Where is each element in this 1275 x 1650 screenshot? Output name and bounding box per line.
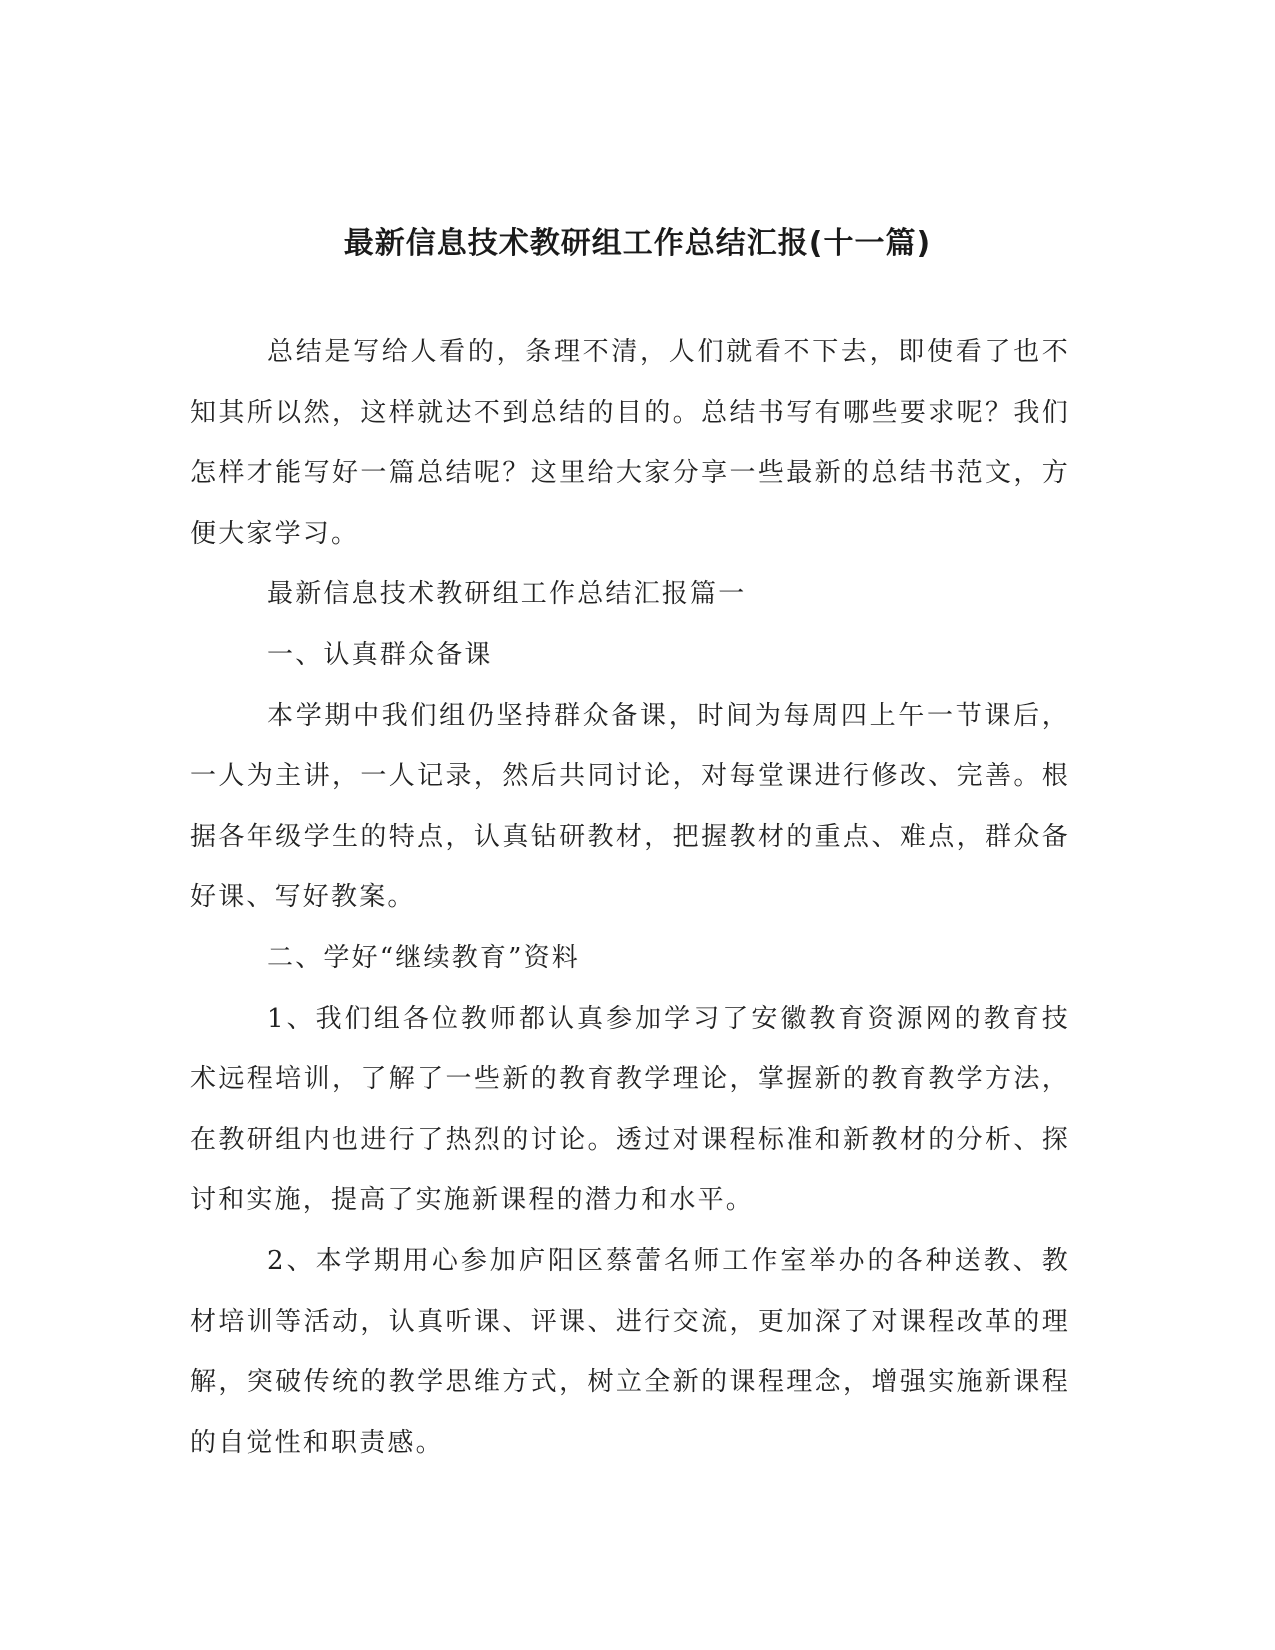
paragraph-subheading-1: 一、认真群众备课 [267, 639, 493, 670]
paragraph-subheading-2: 二、学好“继续教育”资料 [267, 942, 580, 973]
document-title: 最新信息技术教研组工作总结汇报(十一篇) [343, 226, 932, 262]
paragraph-section-heading: 最新信息技术教研组工作总结汇报篇一 [267, 579, 747, 610]
paragraph-intro: 总结是写给人看的，条理不清，人们就看不下去，即使看了也不知其所以然，这样就达不到总结的目的。总结书写有哪些要求呢？我们怎样才能写好一篇总结呢？这里给大家分享一些最新的总结书范文，方便大家学习。 [190, 337, 1070, 549]
paragraph-item-1: 1、我们组各位教师都认真参加学习了安徽教育资源网的教育技术远程培训，了解了一些新的教育教学理论，掌握新的教育教学方法，在教研组内也进行了热烈的讨论。透过对课程标准和新教材的分析、探讨和实施，提高了实施新课程的潜力和水平。 [190, 1003, 1070, 1216]
document-body [190, 322, 1070, 1473]
paragraph-item-2: 2、本学期用心参加庐阳区蔡蕾名师工作室举办的各种送教、教材培训等活动，认真听课、评课、进行交流，更加深了对课程改革的理解，突破传统的教学思维方式，树立全新的课程理念，增强实施新课程的自觉性和职责感。 [190, 1245, 1070, 1458]
paragraph-lesson-prep: 本学期中我们组仍坚持群众备课，时间为每周四上午一节课后，一人为主讲，一人记录，然后共同讨论，对每堂课进行修改、完善。根据各年级学生的特点，认真钻研教材，把握教材的重点、难点，群众备好课、写好教案。 [190, 700, 1070, 913]
